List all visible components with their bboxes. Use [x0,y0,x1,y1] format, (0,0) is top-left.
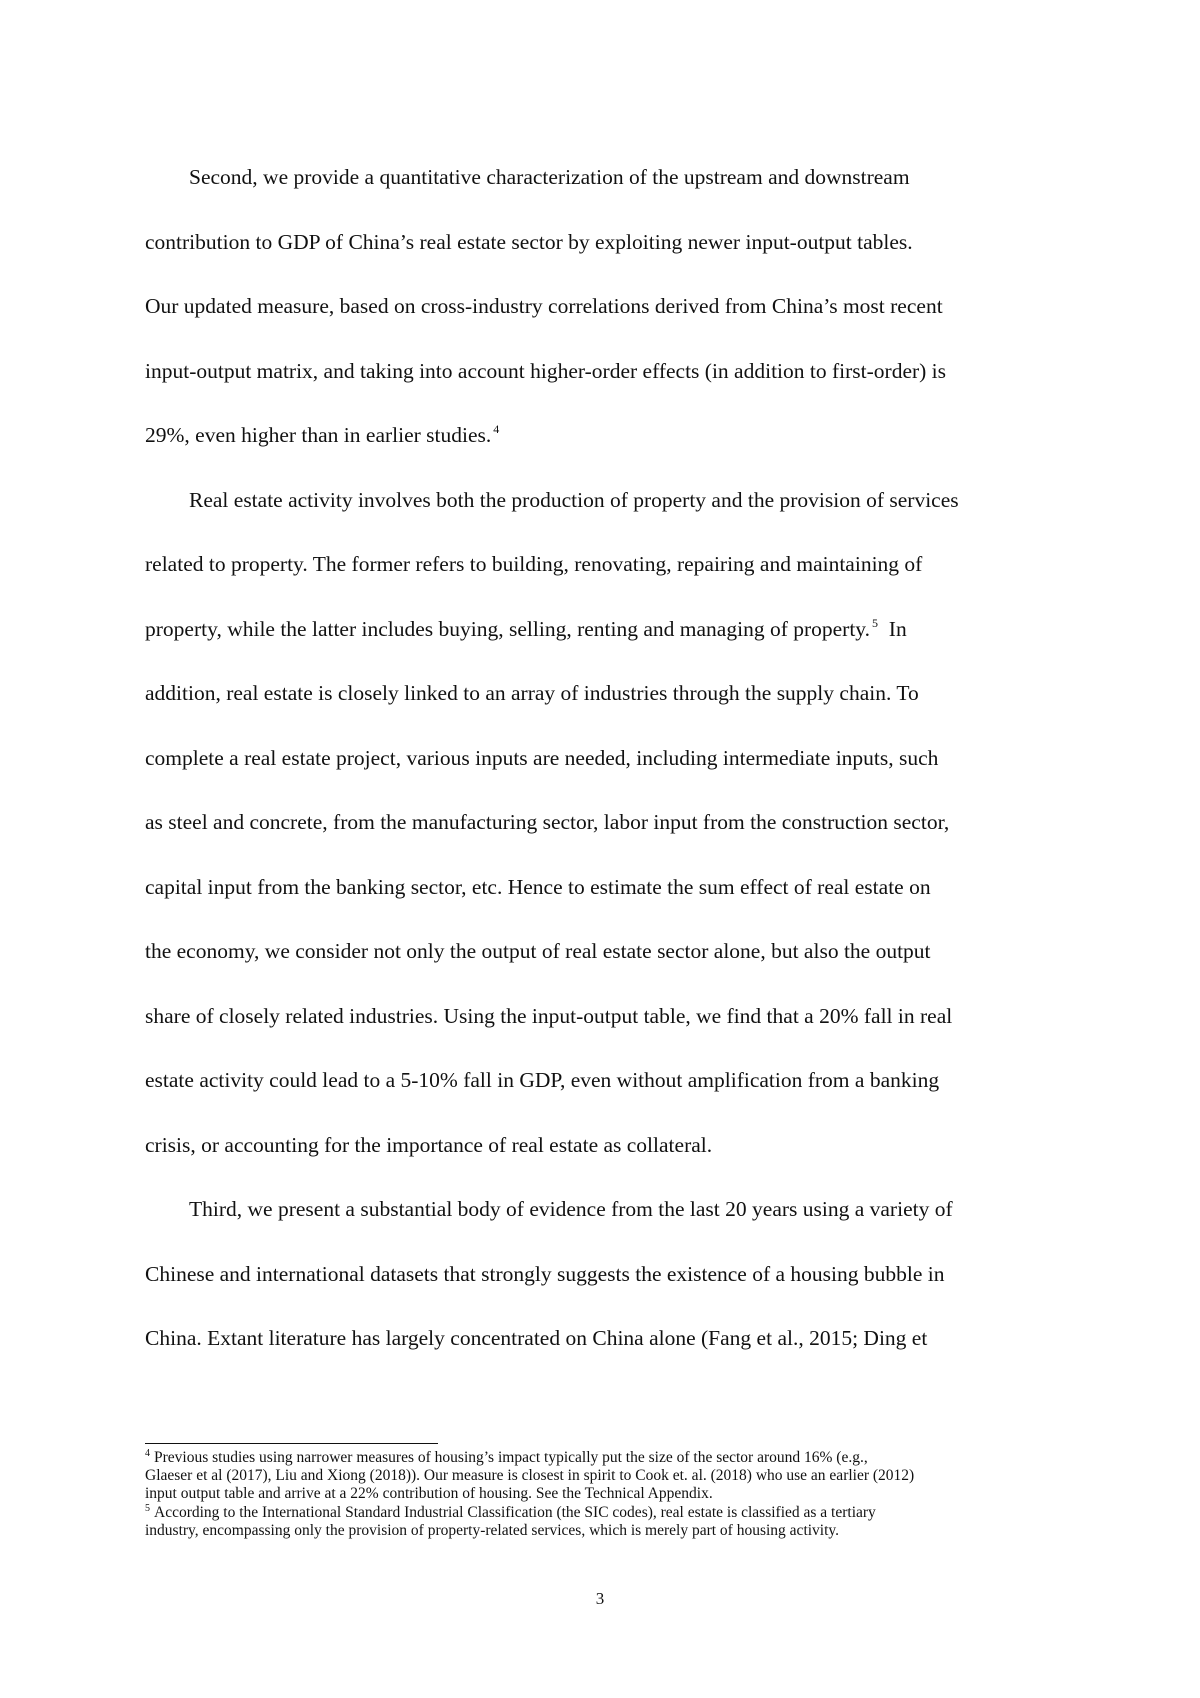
footnote-4-line [145,1485,1075,1503]
paragraph-line [145,797,1065,862]
line-text: contribution to GDP of China’s real estate sector by exploiting newer input-output tables. [145,229,913,254]
footnote-text: According to the International Standard Industrial Classification (the SIC codes), real estate is classified as a tertiary [154,1503,876,1521]
line-text: crisis, or accounting for the importance of real estate as collateral. [145,1132,713,1157]
footnote-text: input output table and arrive at a 22% contribution of housing. See the Technical Appendix. [145,1485,713,1503]
line-text: Chinese and international datasets that strongly suggests the existence of a housing bubble in [145,1261,945,1286]
paragraph-line [145,604,1065,669]
footnote-4-line [145,1467,1075,1485]
body-text [145,152,1065,1378]
paragraph-line [145,1249,1065,1314]
footnote-5-line [145,1522,1075,1540]
paragraph-line [145,1313,1065,1378]
paragraph-line [145,1055,1065,1120]
paragraph-line [145,926,1065,991]
paragraph-line [145,1184,1065,1249]
footnote-text: Glaeser et al (2017), Liu and Xiong (2018)). Our measure is closest in spirit to Cook et. al. (2018) who use an earlier (2012) [145,1467,915,1485]
paragraph-line [145,862,1065,927]
paragraph-line [145,475,1065,540]
line-text: capital input from the banking sector, etc. Hence to estimate the sum effect of real estate on [145,874,931,899]
line-text: property, while the latter includes buying, selling, renting and managing of property. [145,616,871,641]
footnote-divider [145,1443,438,1444]
footnote-text: industry, encompassing only the provision of property-related services, which is merely part of housing activity. [145,1521,840,1539]
line-text: related to property. The former refers to building, renovating, repairing and maintaining of [145,552,923,576]
paragraph-line [145,281,1065,346]
paragraph-line [145,217,1065,282]
line-text: Third, we present a substantial body of evidence from the last 20 years using a variety of [189,1197,953,1221]
paragraph-line [145,991,1065,1056]
paragraph-line [145,410,1065,475]
paragraph-line [145,539,1065,604]
footnote-5-line [145,1504,1075,1522]
line-text: estate activity could lead to a 5-10% fall in GDP, even without amplification from a banking [145,1068,940,1092]
footnote-ref-4[interactable]: 4 [493,422,500,436]
footnote-marker-5: 5 [145,1502,150,1514]
page-number: 3 [595,1589,605,1608]
line-text: complete a real estate project, various inputs are needed, including intermediate inputs, such [145,745,939,770]
line-text: as steel and concrete, from the manufacturing sector, labor input from the construction sector, [145,810,950,834]
footnote-4-line [145,1449,1075,1467]
paragraph-line [145,1120,1065,1185]
paragraph-line [145,668,1065,733]
paragraph-line [145,152,1065,217]
footnote-marker-4: 4 [145,1448,150,1459]
line-text: In [888,616,907,641]
line-text: input-output matrix, and taking into account higher-order effects (in addition to first-order) is [145,358,947,383]
line-text: the economy, we consider not only the output of real estate sector alone, but also the output [145,939,931,963]
line-text: Second, we provide a quantitative characterization of the upstream and downstream [189,165,910,189]
line-text: Our updated measure, based on cross-industry correlations derived from China’s most recent [145,294,943,318]
footnote-ref-5[interactable]: 5 [872,615,879,630]
paragraph-line [145,733,1065,798]
paragraph-line [145,346,1065,411]
footnote-text: Previous studies using narrower measures of housing’s impact typically put the size of the sector around 16% (e.g., [154,1449,868,1466]
line-text: addition, real estate is closely linked to an array of industries through the supply chain. To [145,681,919,705]
line-text: Real estate activity involves both the production of property and the provision of services [189,487,959,512]
line-text: share of closely related industries. Using the input-output table, we find that a 20% fall in real [145,1003,953,1028]
line-text: 29%, even higher than in earlier studies. [145,423,492,447]
footnotes [145,1449,1075,1540]
line-text: China. Extant literature has largely concentrated on China alone (Fang et al., 2015; Ding et [145,1326,928,1350]
